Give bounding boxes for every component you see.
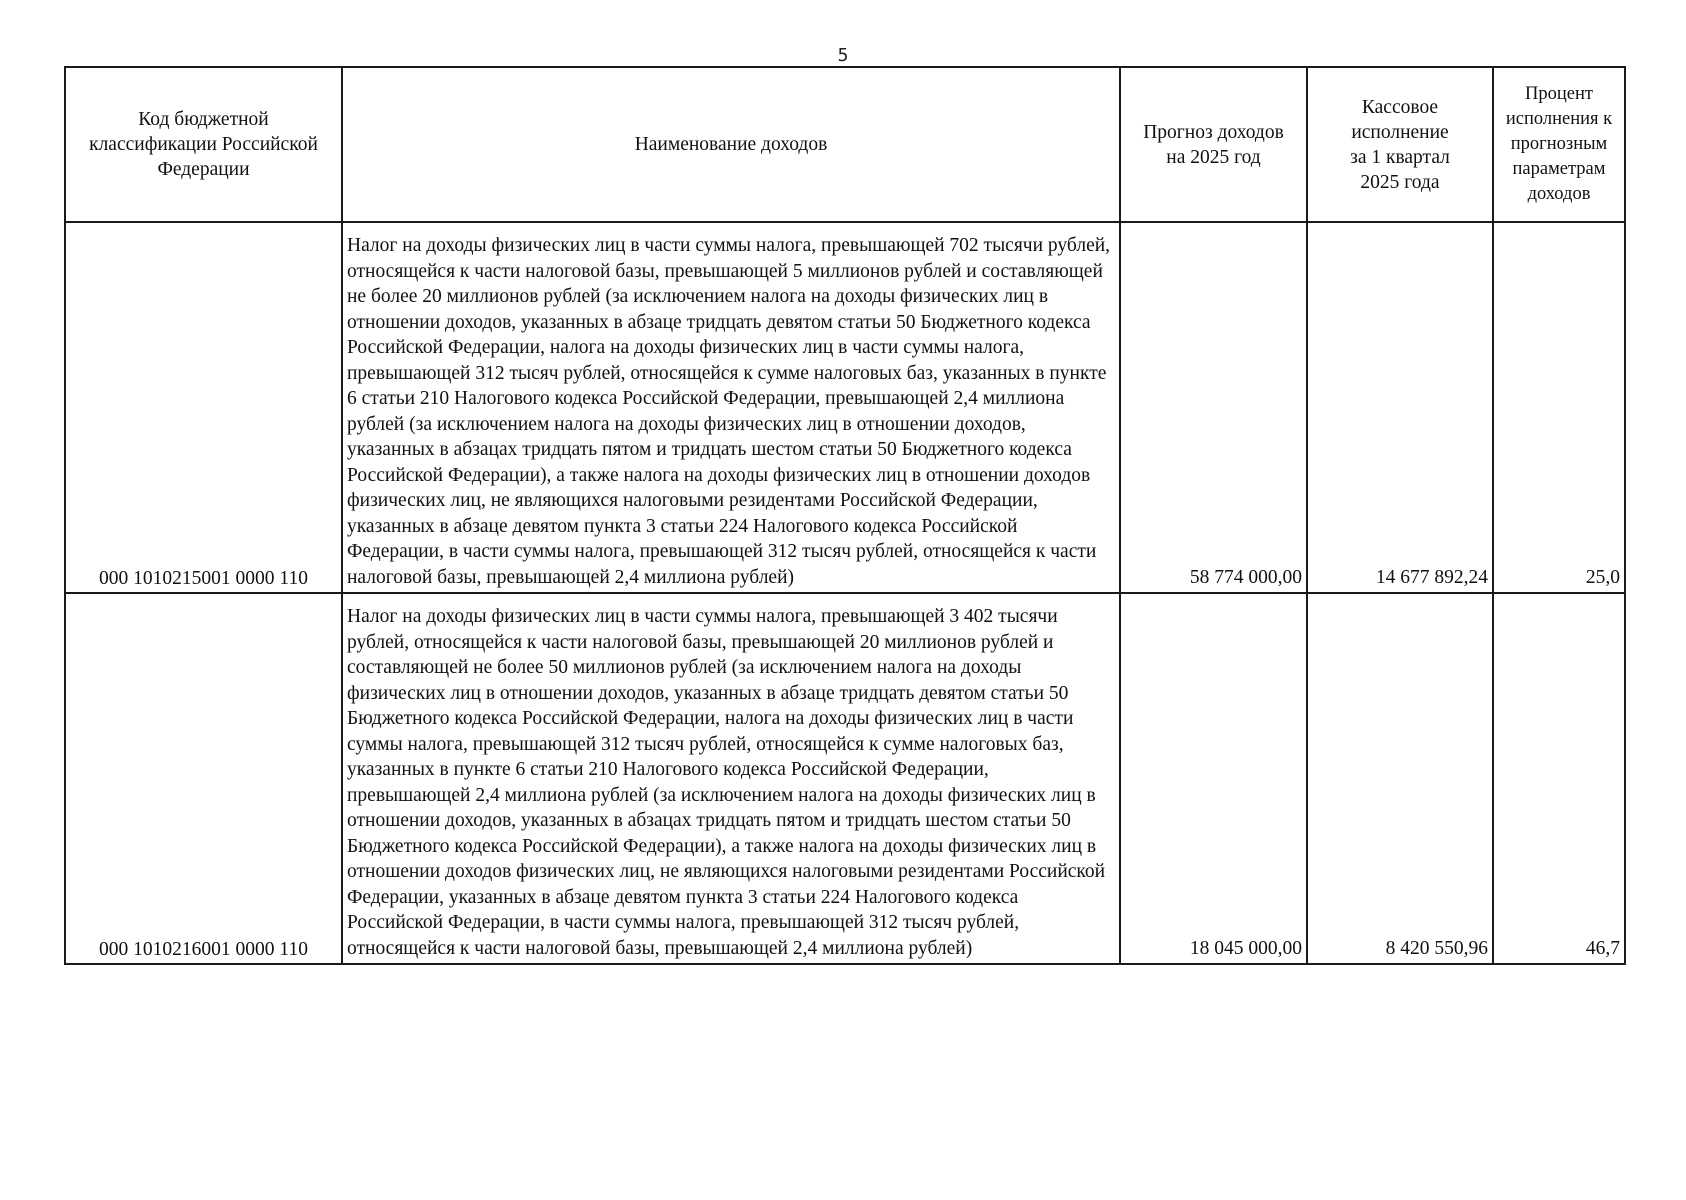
header-forecast: Прогноз доходов на 2025 год <box>1120 67 1307 222</box>
table-row <box>65 593 1625 964</box>
cell-name: Налог на доходы физических лиц в части суммы налога, превышающей 3 402 тысячи рублей, относящейся к части налоговой базы, превышающей 20 миллионов рублей и составляющей не более 50 миллионов рублей (за исключением налога на доходы физических лиц в отношении доходов, указанных в абзаце тридцать девятом статьи 50 Бюджетного кодекса Российской Федерации, налога на доходы физических лиц в части суммы налога, превышающей 312 тысяч рублей, относящейся к сумме налоговых баз, указанных в пункте 6 статьи 210 Налогового кодекса Российской Федерации, превышающей 2,4 миллиона рублей (за исключением налога на доходы физических лиц в отношении доходов, указанных в абзацах тридцать пятом и тридцать шестом статьи 50 Бюджетного кодекса Российской Федерации), а также налога на доходы физических лиц в отношении доходов физических лиц, не являющихся налоговыми резидентами Российской Федерации, указанных в абзаце девятом пункта 3 статьи 224 Налогового кодекса Российской Федерации, в части суммы налога, превышающей 312 тысяч рублей, относящейся к части налоговой базы, превышающей 2,4 миллиона рублей) <box>342 593 1120 964</box>
table-row <box>65 222 1625 593</box>
header-code: Код бюджетной классификации Российской Федерации <box>65 67 342 222</box>
cell-percent: 46,7 <box>1493 593 1625 964</box>
cell-cash: 14 677 892,24 <box>1307 222 1493 593</box>
header-name: Наименование доходов <box>342 67 1120 222</box>
header-cash: Кассовое исполнение за 1 квартал 2025 года <box>1307 67 1493 222</box>
cell-code: 000 1010216001 0000 110 <box>65 593 342 964</box>
revenue-table <box>64 66 1626 965</box>
cell-percent: 25,0 <box>1493 222 1625 593</box>
header-percent: Процент исполнения к прогнозным параметрам доходов <box>1493 67 1625 222</box>
cell-forecast: 18 045 000,00 <box>1120 593 1307 964</box>
cell-name: Налог на доходы физических лиц в части суммы налога, превышающей 702 тысячи рублей, относящейся к части налоговой базы, превышающей 5 миллионов рублей и составляющей не более 20 миллионов рублей (за исключением налога на доходы физических лиц в отношении доходов, указанных в абзаце тридцать девятом статьи 50 Бюджетного кодекса Российской Федерации, налога на доходы физических лиц в части суммы налога, превышающей 312 тысяч рублей, относящейся к сумме налоговых баз, указанных в пункте 6 статьи 210 Налогового кодекса Российской Федерации, превышающей 2,4 миллиона рублей (за исключением налога на доходы физических лиц в отношении доходов, указанных в абзацах тридцать пятом и тридцать шестом статьи 50 Бюджетного кодекса Российской Федерации), а также налога на доходы физических лиц в отношении доходов физических лиц, не являющихся налоговыми резидентами Российской Федерации, указанных в абзаце девятом пункта 3 статьи 224 Налогового кодекса Российской Федерации, в части суммы налога, превышающей 312 тысяч рублей, относящейся к части налоговой базы, превышающей 2,4 миллиона рублей) <box>342 222 1120 593</box>
page-number: 5 <box>837 45 849 66</box>
cell-cash: 8 420 550,96 <box>1307 593 1493 964</box>
cell-forecast: 58 774 000,00 <box>1120 222 1307 593</box>
cell-code: 000 1010215001 0000 110 <box>65 222 342 593</box>
table-header-row <box>65 67 1625 222</box>
